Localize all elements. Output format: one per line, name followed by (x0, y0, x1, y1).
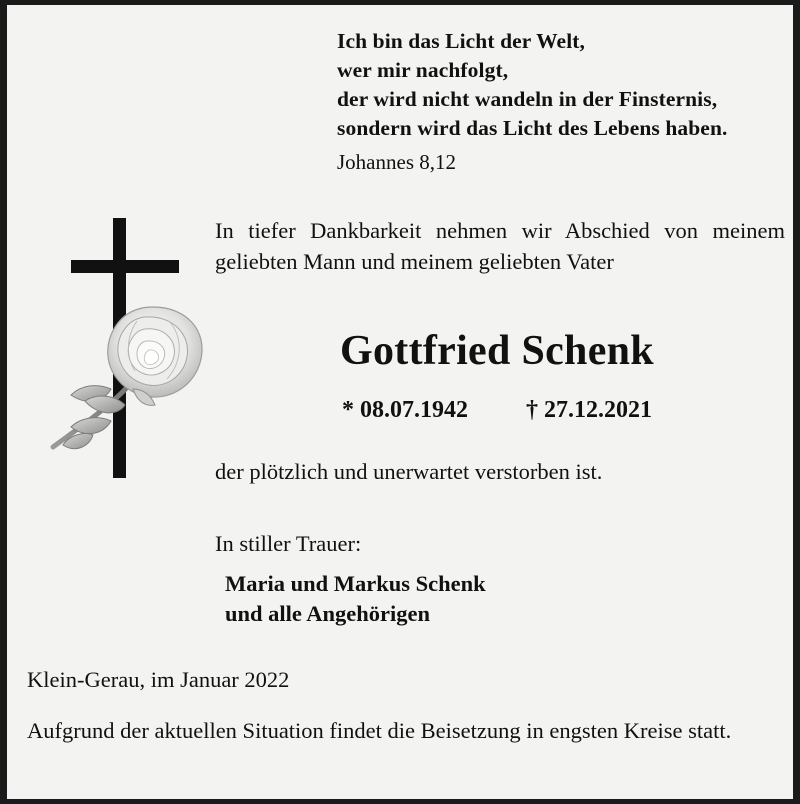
place-and-date: Klein-Gerau, im Januar 2022 (27, 667, 290, 692)
cross-crossbar-icon (71, 260, 179, 273)
mourner-line-2: und alle Angehörigen (225, 601, 431, 626)
verse-line-2: wer mir nachfolgt, (337, 58, 509, 82)
cross-and-rose-emblem (41, 210, 211, 500)
death-date: † 27.12.2021 (526, 397, 652, 423)
deceased-name: Gottfried Schenk (340, 328, 654, 374)
verse-source: Johannes 8,12 (337, 150, 456, 174)
verse-line-4: sondern wird das Licht des Lebens haben. (337, 116, 728, 140)
verse-line-1: Ich bin das Licht der Welt, (337, 29, 586, 53)
mourner-line-1: Maria und Markus Schenk (225, 571, 486, 596)
funeral-note: Aufgrund der aktuellen Situation findet die Beisetzung in engsten Kreise statt. (27, 718, 732, 743)
mourning-label: In stiller Trauer: (215, 531, 362, 556)
mourners-list (225, 569, 765, 629)
birth-date: * 08.07.1942 (342, 397, 468, 423)
verse-block (337, 27, 767, 175)
verse-line-3: der wird nicht wandeln in der Finsternis, (337, 87, 718, 111)
rose-icon (41, 285, 209, 465)
notice-inner (7, 5, 793, 799)
life-dates (207, 397, 787, 424)
circumstance-text: der plötzlich und unerwartet verstorben ist. (215, 459, 603, 484)
intro-text: In tiefer Dankbarkeit nehmen wir Abschied von meinem geliebten Mann und meinem geliebten Vater (215, 218, 785, 274)
